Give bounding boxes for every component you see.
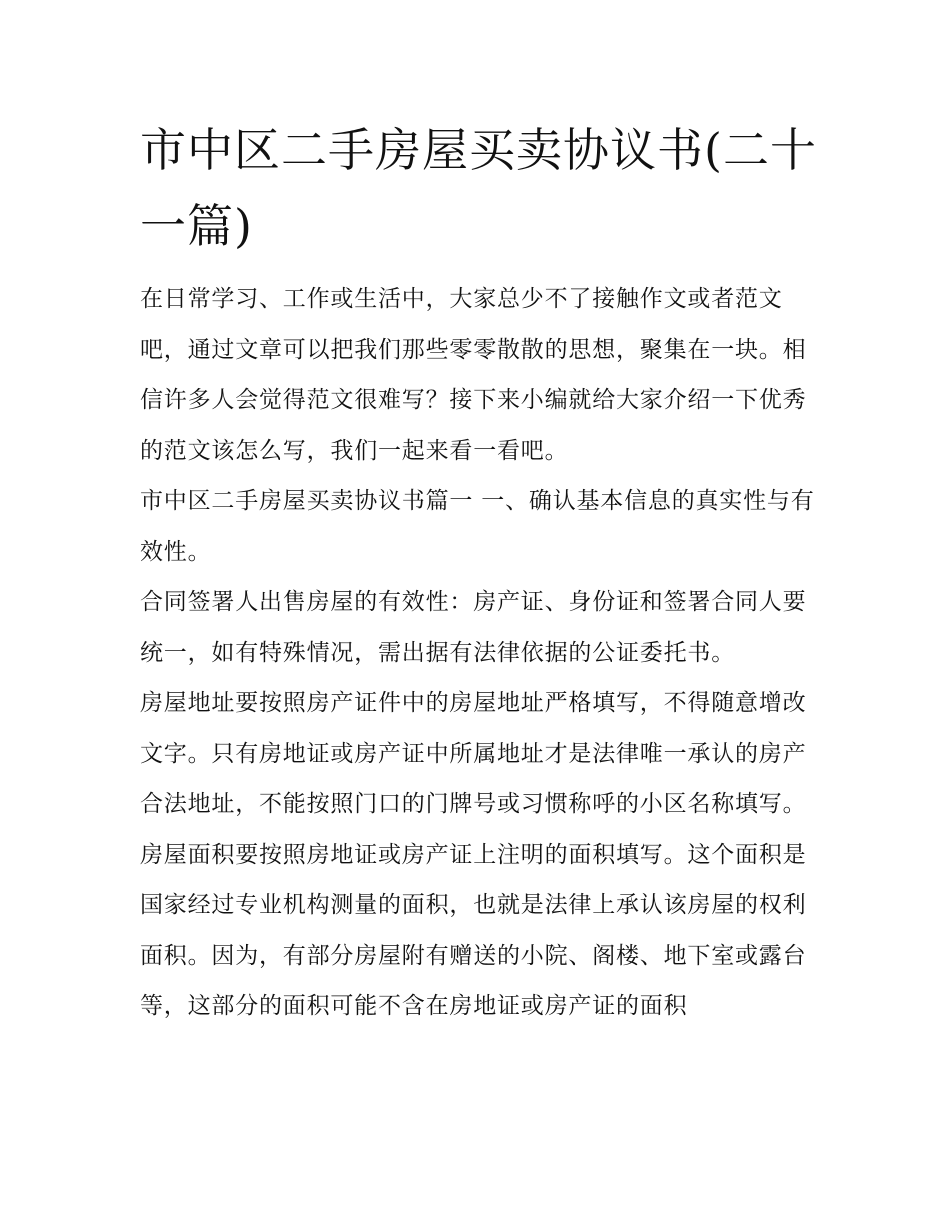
intro-paragraph: 在日常学习、工作或生活中，大家总少不了接触作文或者范文吧，通过文章可以把我们那些零零散散的思想，聚集在一块。相信许多人会觉得范文很难写？接下来小编就给大家介绍一下优秀的范文该怎么写，我们一起来看一看吧。 — [140, 286, 807, 464]
signer-validity-paragraph: 合同签署人出售房屋的有效性：房产证、身份证和签署合同人要统一，如有特殊情况，需出据有法律依据的公证委托书。 — [140, 589, 807, 666]
address-paragraph: 房屋地址要按照房产证件中的房屋地址严格填写，不得随意增改文字。只有房地证或房产证中所属地址才是法律唯一承认的房产合法地址，不能按照门口的门牌号或习惯称呼的小区名称填写。 — [140, 690, 807, 817]
document-title: 市中区二手房屋买卖协议书(二十一篇) — [140, 123, 817, 253]
document-body — [140, 112, 820, 1032]
section-heading-paragraph: 市中区二手房屋买卖协议书篇一 一、确认基本信息的真实性与有效性。 — [140, 488, 815, 565]
area-paragraph: 房屋面积要按照房地证或房产证上注明的面积填写。这个面积是国家经过专业机构测量的面积，也就是法律上承认该房屋的权利面积。因为，有部分房屋附有赠送的小院、阁楼、地下室或露台等，这部分的面积可能不含在房地证或房产证的面积 — [140, 841, 807, 1019]
